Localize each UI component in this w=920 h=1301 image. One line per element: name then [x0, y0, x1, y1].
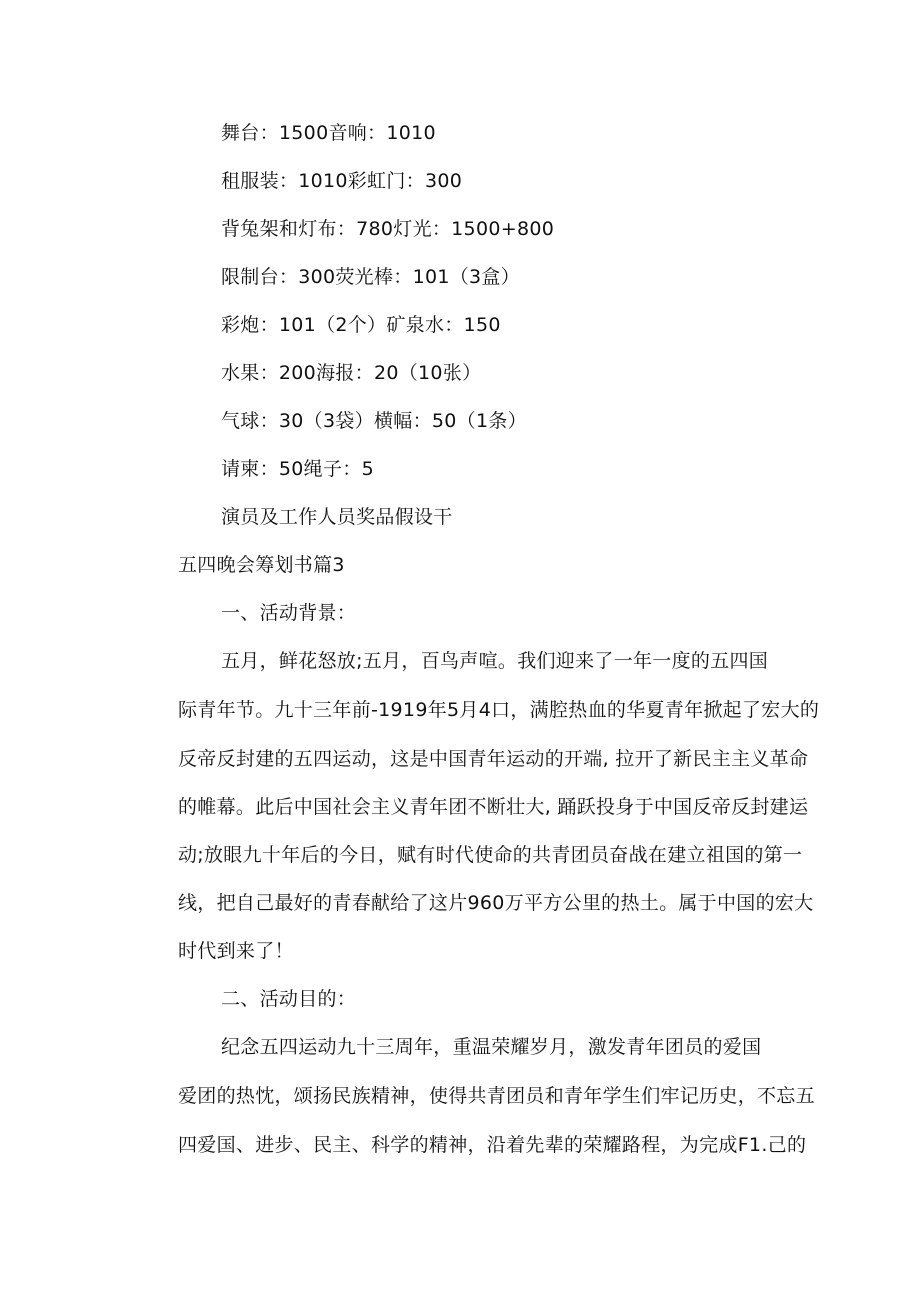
budget-item: 演员及工作人员奖品假设干: [221, 506, 453, 528]
purpose-heading: 二、活动目的：: [221, 988, 357, 1010]
background-paragraph-line: 际青年节。九十三年前-1919年5月4口，满腔热血的华夏青年掀起了宏大的: [178, 699, 820, 721]
purpose-paragraph-line: 纪念五四运动九十三周年，重温荣耀岁月，激发青年团员的爱国: [221, 1036, 762, 1058]
budget-item: 舞台：1500音响：1010: [221, 122, 436, 144]
section-title: 五四晚会筹划书篇3: [178, 554, 345, 576]
background-paragraph-line: 的帷幕。此后中国社会主义青年团不断壮大, 踊跃投身于中国反帝反封建运: [178, 796, 809, 818]
budget-item: 气球：30（3袋）横幅：50（1条）: [221, 410, 527, 432]
background-paragraph-line: 反帝反封建的五四运动，这是中国青年运动的开端, 拉开了新民主主义革命: [178, 748, 809, 770]
budget-item: 限制台：300荧光棒：101（3盒）: [221, 266, 521, 288]
budget-item: 请柬：50绳子：5: [221, 458, 374, 480]
budget-item: 彩炮：101（2个）矿泉水：150: [221, 314, 501, 336]
purpose-paragraph-line: 四爱国、进步、民主、科学的精神，沿着先辈的荣耀路程，为完成F1.己的: [178, 1134, 807, 1156]
background-paragraph-line: 动;放眼九十年后的今日，赋有时代使命的共青团员奋战在建立祖国的第一: [178, 844, 803, 866]
purpose-paragraph-line: 爱团的热忱，颂扬民族精神，使得共青团员和青年学生们牢记历史，不忘五: [178, 1085, 815, 1107]
background-paragraph-line: 五月，鲜花怒放;五月，百鸟声喧。我们迎来了一年一度的五四国: [221, 650, 769, 672]
budget-item: 租服装：1010彩虹门：300: [221, 170, 463, 192]
background-heading: 一、活动背景：: [221, 602, 357, 624]
budget-item: 水果：200海报：20（10张）: [221, 362, 482, 384]
background-paragraph-line: 线，把自己最好的青春献给了这片960万平方公里的热土。属于中国的宏大: [178, 892, 814, 914]
budget-item: 背兔架和灯布：780灯光：1500+800: [221, 218, 555, 240]
background-paragraph-line: 时代到来了！: [178, 940, 294, 962]
